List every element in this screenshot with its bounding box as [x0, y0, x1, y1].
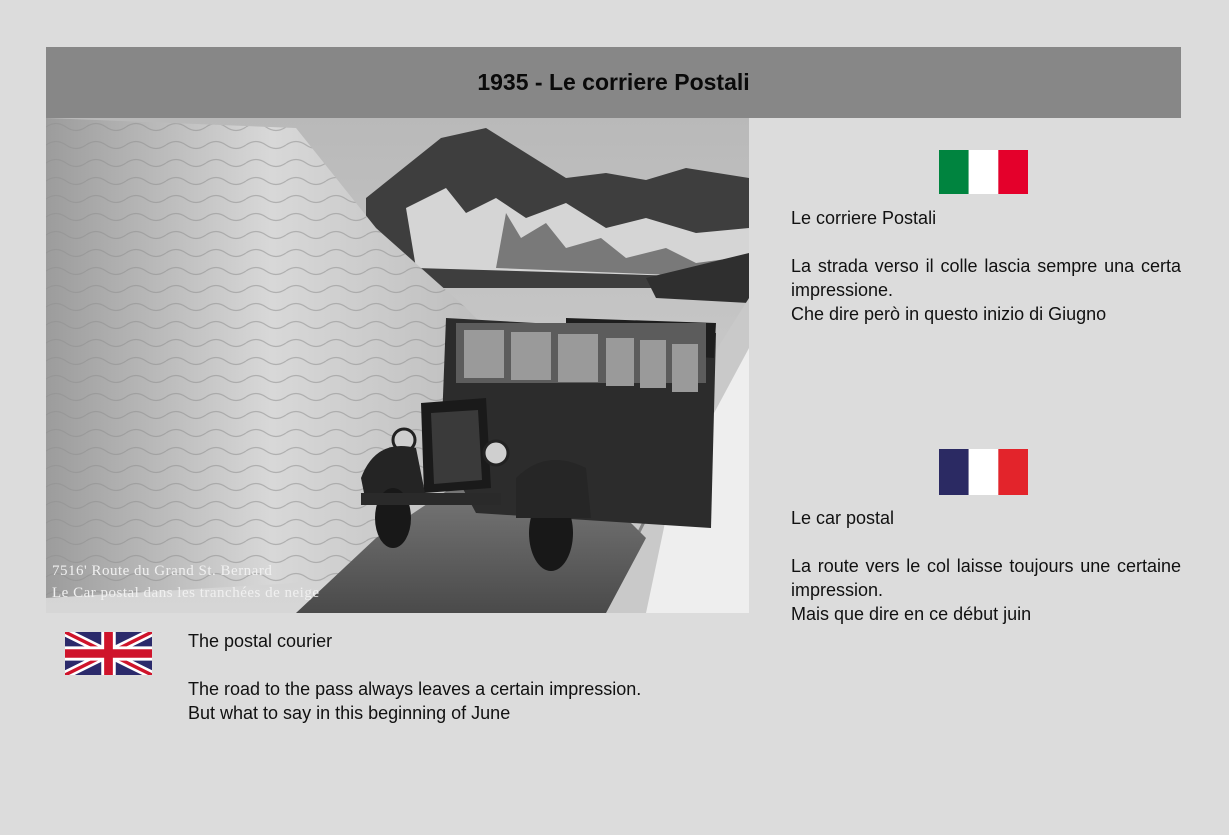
photo-caption-line1: 7516' Route du Grand St. Bernard [52, 563, 273, 579]
title-bar [46, 47, 1181, 118]
english-text-block [188, 629, 678, 725]
italian-paragraph: La strada verso il colle lascia sempre una certa impressione. [791, 256, 1181, 300]
french-text-block [791, 506, 1181, 626]
postal-bus-photo [46, 118, 749, 613]
english-heading: The postal courier [188, 631, 333, 651]
italian-line3: Che dire però in questo inizio di Giugno [791, 304, 1107, 324]
french-heading: Le car postal [791, 508, 895, 528]
italian-heading: Le corriere Postali [791, 208, 937, 228]
italian-text-block [791, 206, 1181, 326]
italy-flag-icon [939, 150, 1028, 194]
english-paragraph: The road to the pass always leaves a certain impression. [188, 679, 642, 699]
english-line3: But what to say in this beginning of June [188, 703, 511, 723]
page-title: 1935 - Le corriere Postali [477, 69, 750, 95]
photo-illustration [46, 118, 749, 613]
french-line3: Mais que dire en ce début juin [791, 604, 1032, 624]
uk-flag-icon [65, 632, 152, 675]
french-paragraph: La route vers le col laisse toujours une certaine impression. [791, 556, 1181, 600]
france-flag-icon [939, 449, 1028, 495]
photo-caption-line2: Le Car postal dans les tranchées de neige [52, 585, 320, 601]
